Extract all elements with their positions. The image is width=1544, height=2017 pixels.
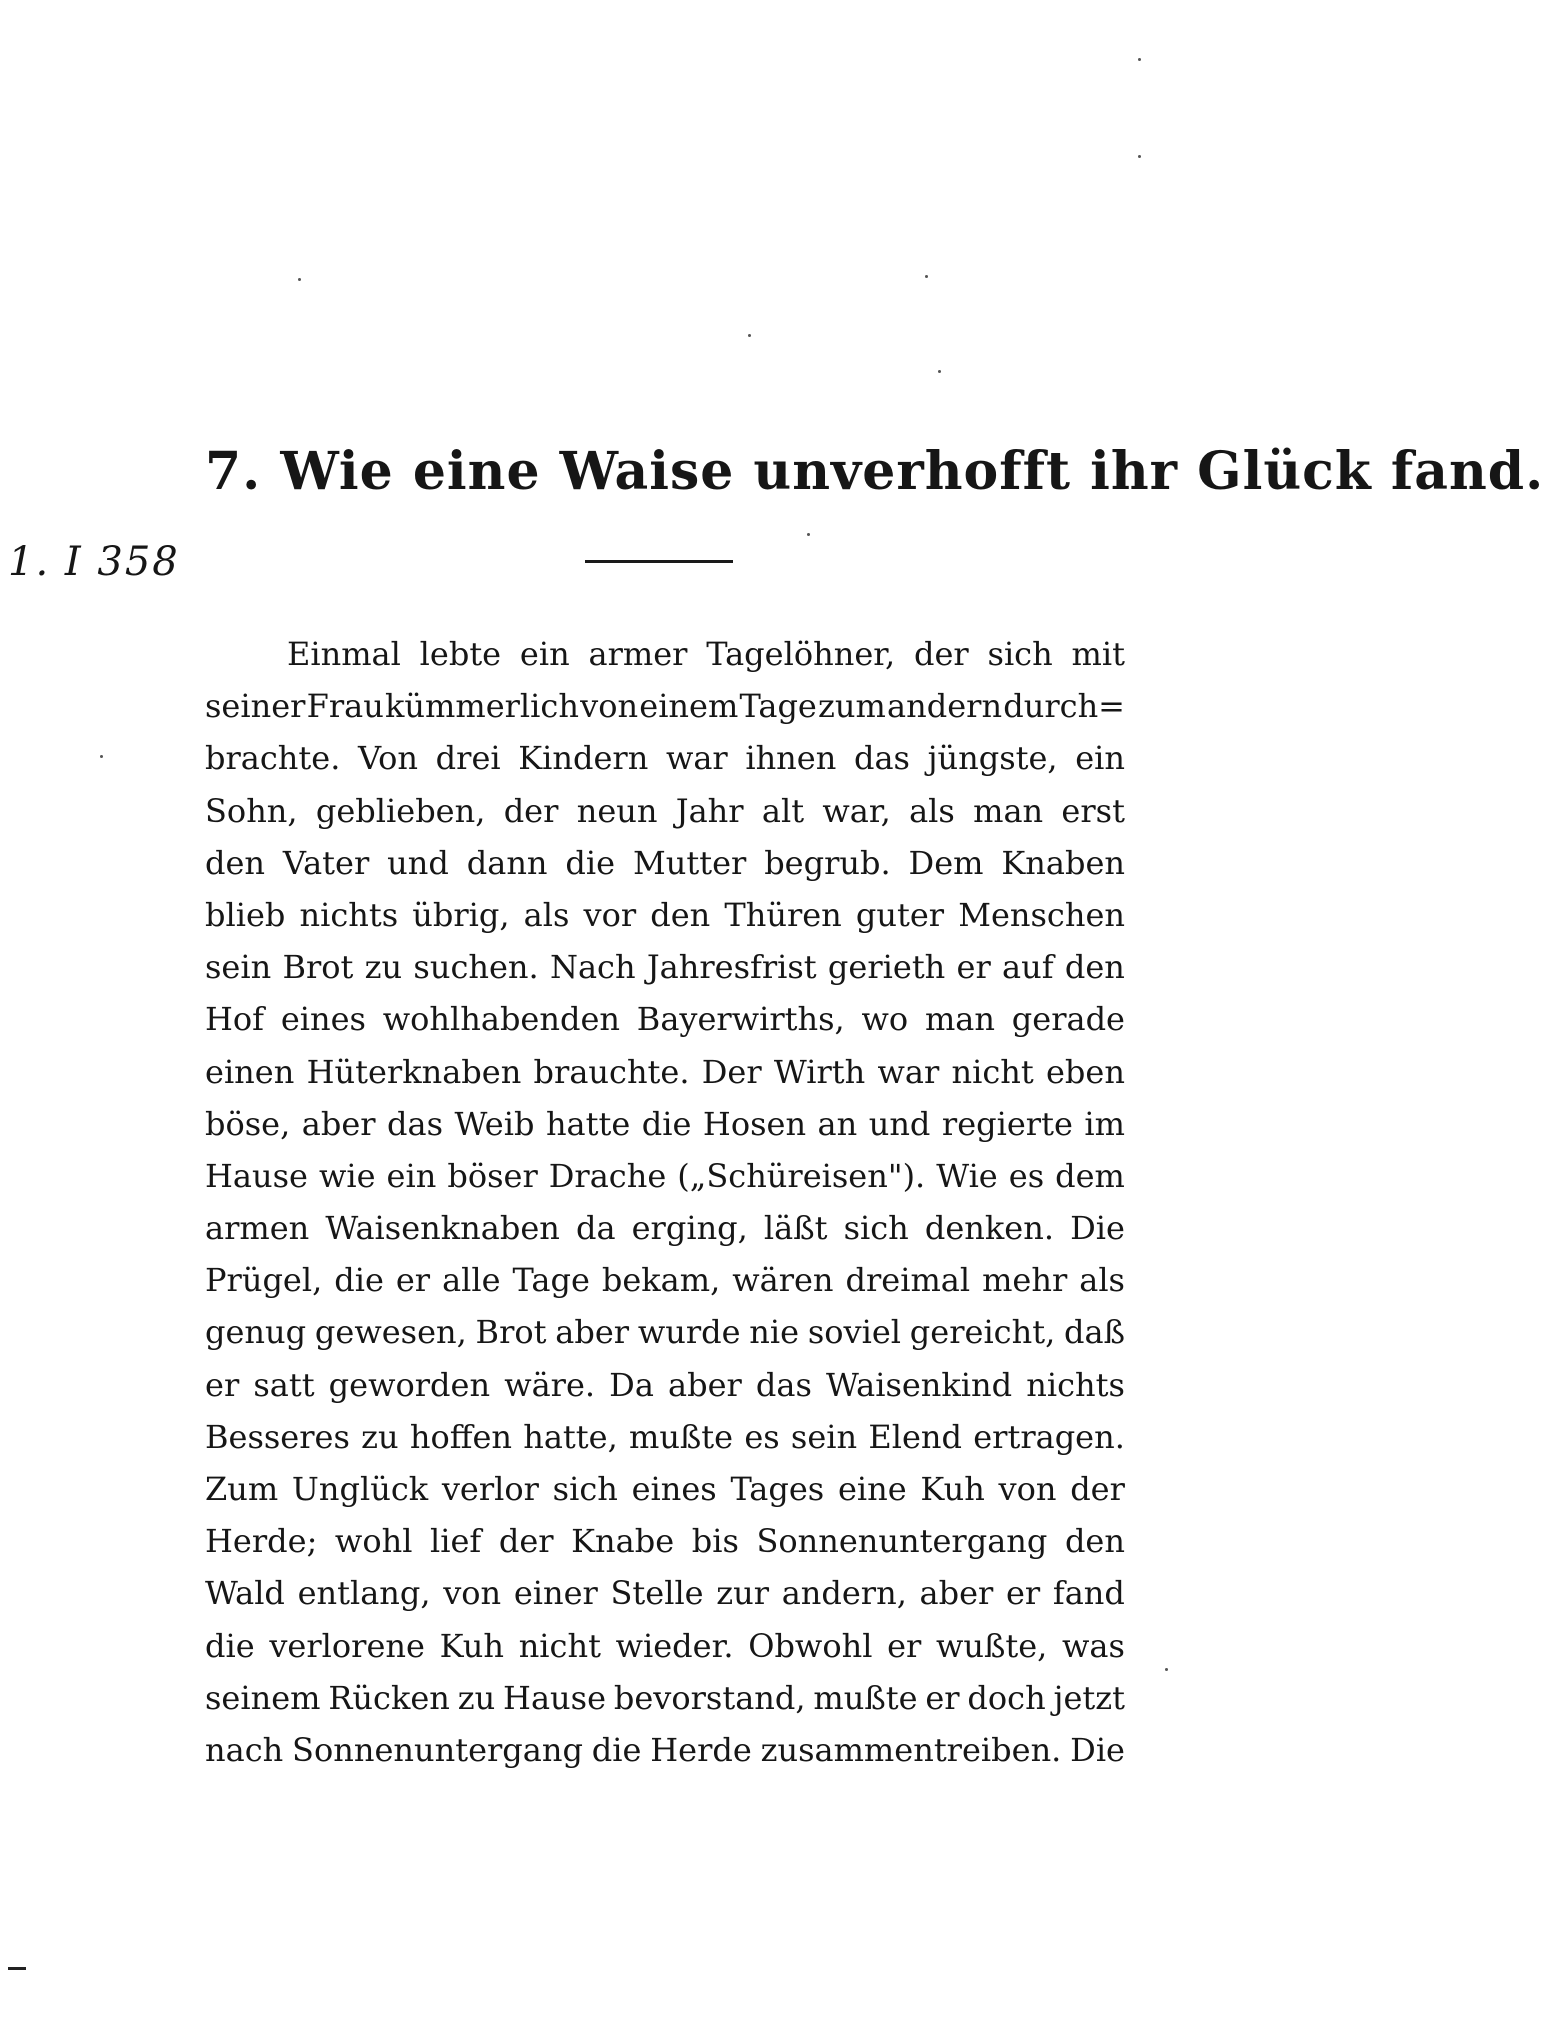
text-line: Hof eines wohlhabenden Bayerwirths, wo man gerade: [205, 1000, 1125, 1039]
scan-speck: [807, 533, 810, 536]
text-line: den Vater und dann die Mutter begrub. Dem Knaben: [205, 843, 1125, 882]
text-line: Besseres zu hoffen hatte, mußte es sein Elend ertragen.: [205, 1417, 1125, 1456]
scan-speck: [298, 278, 301, 281]
text-line: Zum Unglück verlor sich eines Tages eine Kuh von der: [205, 1470, 1125, 1508]
text-line: die verlorene Kuh nicht wieder. Obwohl er wußte, was: [205, 1626, 1125, 1665]
scan-speck: [100, 755, 103, 758]
text-line: einen Hüterknaben brauchte. Der Wirth war nicht eben: [205, 1052, 1125, 1091]
scan-mark: [8, 1967, 26, 1970]
scan-speck: [1138, 155, 1141, 158]
body-text: [205, 628, 1125, 1776]
scan-speck: [748, 334, 751, 337]
text-line: Wald entlang, von einer Stelle zur andern, aber er fand: [205, 1574, 1125, 1613]
scan-speck: [925, 275, 928, 278]
text-line: Sohn, geblieben, der neun Jahr alt war, als man erst: [205, 791, 1125, 830]
chapter-title: 7. Wie eine Waise unverhofft ihr Glück fand.: [205, 441, 1544, 502]
text-line: Einmal lebte ein armer Tagelöhner, der sich mit: [287, 635, 1125, 673]
text-line: er satt geworden wäre. Da aber das Waisenkind nichts: [205, 1365, 1125, 1404]
text-line: böse, aber das Weib hatte die Hosen an und regierte im: [205, 1104, 1125, 1143]
handwritten-shelfmark: 1. I 358: [8, 539, 180, 585]
text-line: sein Brot zu suchen. Nach Jahresfrist gerieth er auf den: [205, 948, 1125, 987]
scan-speck: [1165, 1668, 1168, 1671]
text-line: blieb nichts übrig, als vor den Thüren guter Menschen: [205, 895, 1125, 934]
title-divider: [585, 560, 733, 563]
text-line: Hause wie ein böser Drache („Schüreisen"). Wie es dem: [205, 1156, 1125, 1195]
scan-speck: [1138, 58, 1141, 61]
text-line: brachte. Von drei Kindern war ihnen das jüngste, ein: [205, 739, 1125, 778]
text-line: Herde; wohl lief der Knabe bis Sonnenuntergang den: [205, 1522, 1125, 1561]
text-line: seiner Frau kümmerlich von einem Tage zum andern durch=: [205, 687, 1125, 726]
scan-speck: [938, 370, 941, 373]
text-line: nach Sonnenuntergang die Herde zusammentreiben. Die: [205, 1730, 1125, 1769]
text-line: Prügel, die er alle Tage bekam, wären dreimal mehr als: [205, 1261, 1125, 1300]
text-line: genug gewesen, Brot aber wurde nie soviel gereicht, daß: [205, 1313, 1125, 1352]
text-line: armen Waisenknaben da erging, läßt sich denken. Die: [205, 1209, 1125, 1248]
text-line: seinem Rücken zu Hause bevorstand, mußte er doch jetzt: [205, 1678, 1125, 1717]
